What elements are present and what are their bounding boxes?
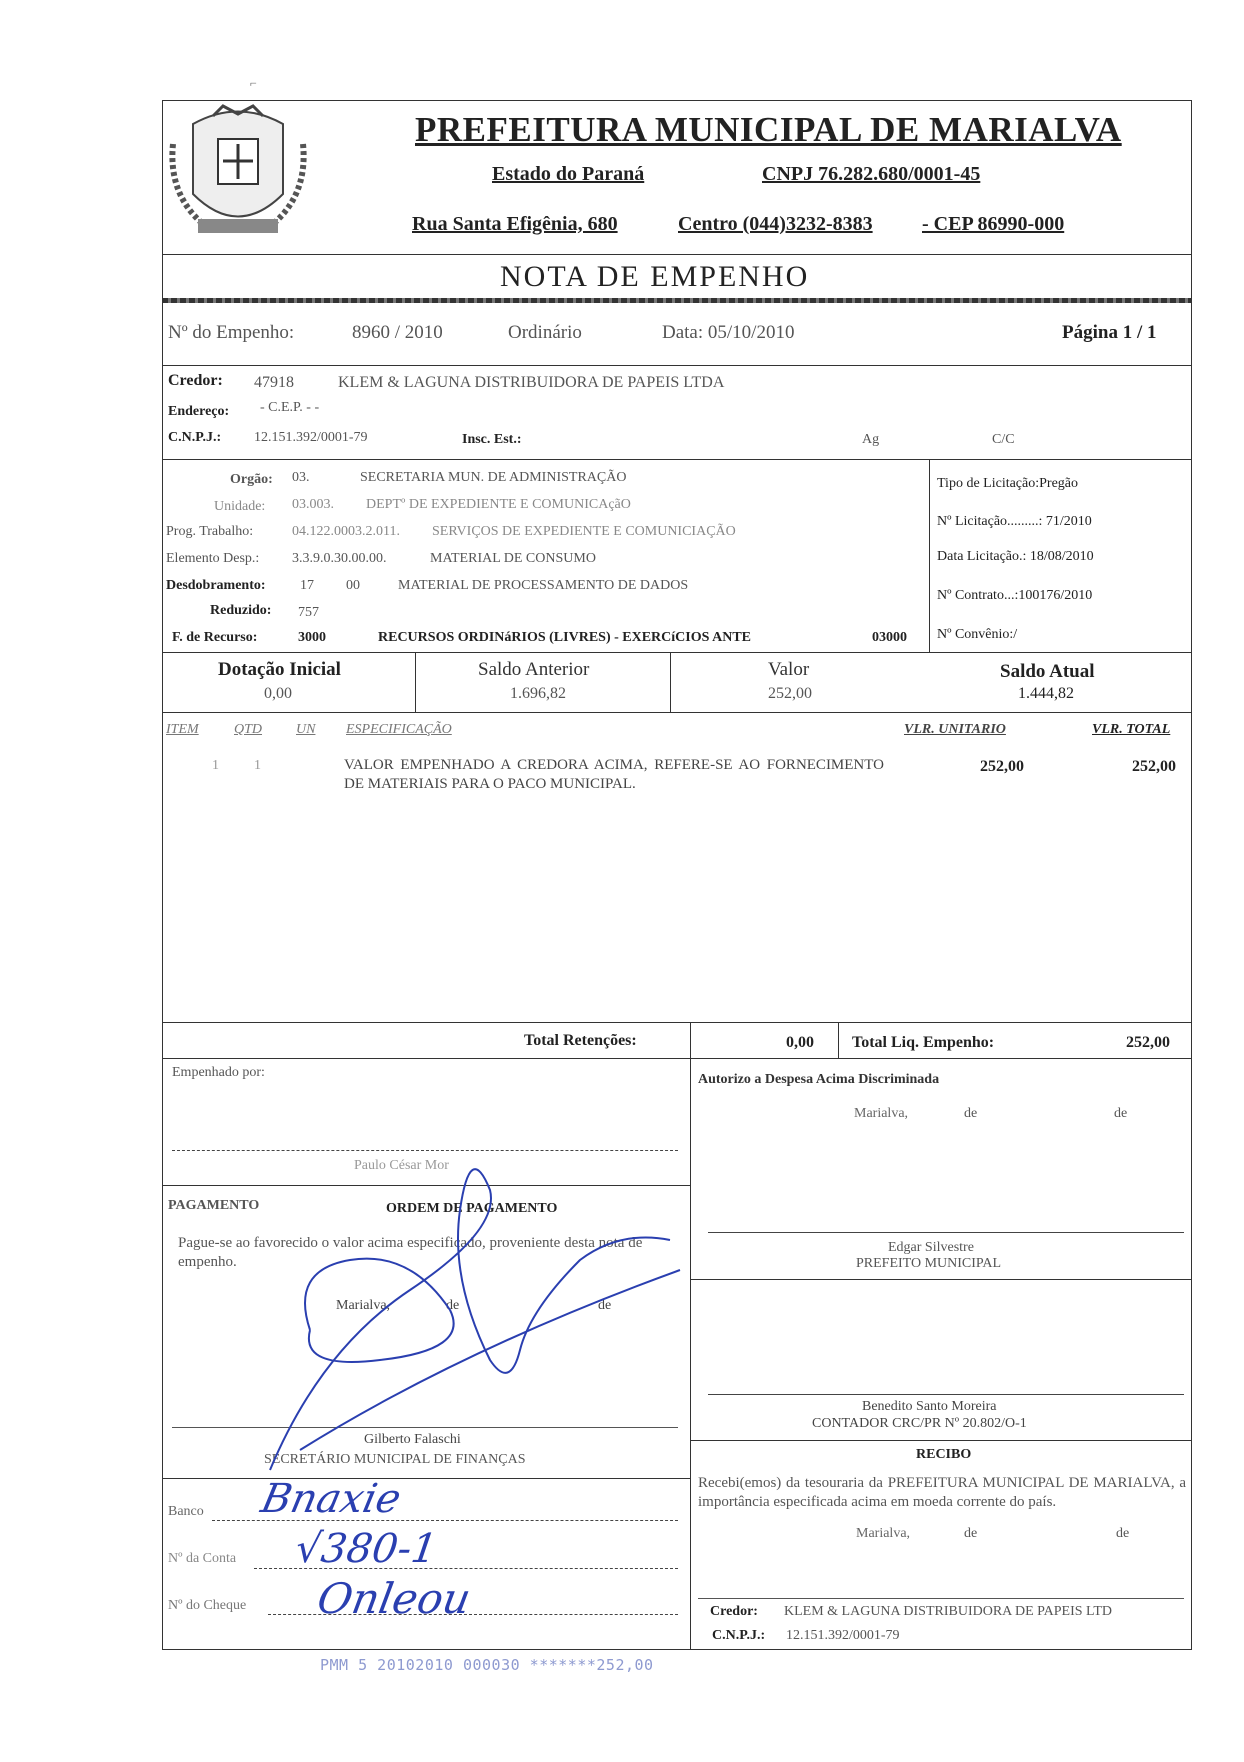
divider — [415, 652, 416, 712]
saldo-atual-value: 1.444,82 — [1018, 685, 1074, 702]
unidade-code: 03.003. — [292, 497, 334, 512]
saldo-anterior-label: Saldo Anterior — [478, 659, 590, 680]
recibo-credor-label: Credor: — [710, 1604, 758, 1619]
cheque-label: Nº do Cheque — [168, 1598, 247, 1613]
reduzido-label: Reduzido: — [210, 603, 272, 618]
pagamento-place: Marialva, — [336, 1298, 391, 1313]
banco-label: Banco — [168, 1504, 204, 1519]
recurso-code: 3000 — [298, 630, 326, 645]
header-state: Estado do Paraná — [492, 163, 645, 185]
retencoes-label: Total Retenções: — [524, 1032, 637, 1049]
autorizo-de2: de — [1114, 1106, 1128, 1121]
row-item: 1 — [212, 758, 219, 773]
page-number: Página 1 / 1 — [1062, 322, 1157, 343]
pague-text: Pague-se ao favorecido o valor acima especificado, proveniente desta nota de empenho. — [178, 1235, 643, 1270]
divider — [838, 1022, 839, 1058]
insc-label: Insc. Est.: — [462, 432, 522, 447]
signature-line — [708, 1394, 1184, 1395]
orgao-code: 03. — [292, 470, 310, 485]
doc-title: NOTA DE EMPENHO — [500, 260, 810, 293]
reduzido-value: 757 — [298, 605, 319, 620]
cnpj-label: C.N.P.J.: — [168, 430, 222, 445]
empenhado-label: Empenhado por: — [172, 1065, 265, 1080]
fin-title: SECRETÁRIO MUNICIPAL DE FINANÇAS — [264, 1452, 526, 1467]
divider — [162, 652, 1192, 653]
header-address: Rua Santa Efigênia, 680 — [412, 213, 618, 235]
recibo-label: RECIBO — [916, 1447, 972, 1462]
valor-value: 252,00 — [768, 685, 812, 702]
autorizo-place: Marialva, — [854, 1106, 909, 1121]
desdob-label: Desdobramento: — [166, 578, 266, 593]
col-total: VLR. TOTAL — [1092, 722, 1171, 737]
pagamento-de2: de — [598, 1298, 612, 1313]
licitacao-contrato: Nº Contrato...:100176/2010 — [937, 588, 1093, 603]
col-spec: ESPECIFICAÇÃO — [346, 722, 452, 737]
scan-mark: ⌐ — [250, 76, 257, 90]
empenho-date: Data: 05/10/2010 — [662, 322, 795, 343]
col-item: ITEM — [166, 722, 199, 737]
footer-stamp: PMM 5 20102010 000030 *******252,00 — [320, 1656, 654, 1674]
liq-empenho-value: 252,00 — [1126, 1034, 1170, 1051]
orgao-name: SECRETARIA MUN. DE ADMINISTRAÇÃO — [360, 470, 627, 485]
licitacao-tipo: Tipo de Licitação:Pregão — [937, 476, 1079, 491]
desdob-name: MATERIAL DE PROCESSAMENTO DE DADOS — [398, 578, 689, 593]
unidade-name: DEPTº DE EXPEDIENTE E COMUNICAçãO — [366, 497, 631, 512]
desdob-code2: 00 — [346, 578, 360, 593]
prog-code: 04.122.0003.2.011. — [292, 524, 400, 539]
row-total: 252,00 — [1132, 758, 1176, 775]
unidade-label: Unidade: — [214, 499, 266, 514]
pagamento-label: PAGAMENTO — [168, 1198, 260, 1213]
elemento-name: MATERIAL DE CONSUMO — [430, 551, 596, 566]
recibo-credor-value: KLEM & LAGUNA DISTRIBUIDORA DE PAPEIS LTD — [784, 1604, 1112, 1619]
pagamento-de1: de — [446, 1298, 460, 1313]
licitacao-data: Data Licitação.: 18/08/2010 — [937, 549, 1094, 564]
row-unit: 252,00 — [980, 758, 1024, 775]
divider-heavy — [162, 298, 1192, 303]
divider — [690, 1022, 691, 1058]
credor-code: 47918 — [254, 374, 294, 391]
credor-label: Credor: — [168, 372, 223, 389]
recibo-place: Marialva, — [856, 1526, 911, 1541]
col-un: UN — [296, 722, 316, 737]
row-qtd: 1 — [254, 758, 261, 773]
endereco-label: Endereço: — [168, 404, 230, 419]
divider — [690, 1440, 1192, 1441]
autorizo-label: Autorizo a Despesa Acima Discriminada — [698, 1072, 940, 1087]
valor-label: Valor — [768, 659, 810, 680]
col-unit: VLR. UNITARIO — [904, 722, 1006, 737]
row-spec: VALOR EMPENHADO A CREDORA ACIMA, REFERE-SE AO FORNECIMENTO DE MATERIAIS PARA O PACO MUNICIPAL. — [344, 757, 884, 792]
cnpj-value: 12.151.392/0001-79 — [254, 430, 368, 445]
recibo-de1: de — [964, 1526, 978, 1541]
saldo-anterior-value: 1.696,82 — [510, 685, 566, 702]
coat-of-arms-logo — [163, 104, 313, 244]
header-cnpj: CNPJ 76.282.680/0001-45 — [762, 163, 981, 185]
licitacao-numero: Nº Licitação.........: 71/2010 — [937, 514, 1092, 529]
elemento-code: 3.3.9.0.30.00.00. — [292, 551, 387, 566]
credor-name: KLEM & LAGUNA DISTRIBUIDORA DE PAPEIS LTDA — [338, 374, 725, 391]
dotacao-value: 0,00 — [264, 685, 292, 702]
orgao-label: Orgão: — [230, 472, 273, 487]
divider — [162, 1022, 1192, 1023]
recibo-text: Recebi(emos) da tesouraria da PREFEITURA MUNICIPAL DE MARIALVA, a importância especificada acima em moeda corrente do país. — [698, 1475, 1186, 1510]
header-title: PREFEITURA MUNICIPAL DE MARIALVA — [415, 110, 1122, 149]
prog-label: Prog. Trabalho: — [166, 524, 254, 539]
divider — [162, 254, 1192, 255]
divider — [690, 1279, 1192, 1280]
prefeito-name: Edgar Silvestre — [888, 1240, 974, 1255]
recibo-cnpj-label: C.N.P.J.: — [712, 1628, 766, 1643]
handwritten-conta: √380-1 — [292, 1526, 441, 1572]
divider — [162, 1058, 1192, 1059]
empenhado-name: Paulo César Mor — [354, 1158, 449, 1173]
ag-label: Ag — [862, 432, 880, 447]
signature-scribble — [260, 1150, 700, 1490]
retencoes-value: 0,00 — [786, 1034, 814, 1051]
dotacao-label: Dotação Inicial — [218, 659, 341, 680]
endereco-value: - C.E.P. - - — [260, 400, 320, 415]
ordem-pagamento-label: ORDEM DE PAGAMENTO — [386, 1201, 558, 1216]
handwritten-banco: Bnaxie — [257, 1476, 405, 1522]
saldo-atual-label: Saldo Atual — [1000, 661, 1095, 682]
empenho-num-label: Nº do Empenho: — [168, 322, 295, 343]
recurso-name: RECURSOS ORDINáRIOS (LIVRES) - EXERCíCIOS ANTE — [378, 630, 752, 645]
prog-name: SERVIÇOS DE EXPEDIENTE E COMUNICIAÇÃO — [432, 524, 736, 539]
licitacao-convenio: Nº Convênio:/ — [937, 627, 1018, 642]
recurso-code2: 03000 — [872, 630, 907, 645]
liq-empenho-label: Total Liq. Empenho: — [852, 1034, 995, 1051]
handwritten-cheque: Onleou — [313, 1574, 475, 1623]
divider — [929, 459, 930, 652]
autorizo-de1: de — [964, 1106, 978, 1121]
contador-name: Benedito Santo Moreira — [862, 1399, 997, 1414]
divider — [162, 459, 1192, 460]
recibo-cnpj-value: 12.151.392/0001-79 — [786, 1628, 900, 1643]
contador-title: CONTADOR CRC/PR Nº 20.802/O-1 — [812, 1416, 1027, 1431]
empenho-type: Ordinário — [508, 322, 582, 343]
cc-label: C/C — [992, 432, 1015, 447]
signature-line — [698, 1598, 1184, 1599]
prefeito-title: PREFEITO MUNICIPAL — [856, 1256, 1002, 1271]
header-phone: Centro (044)3232-8383 — [678, 213, 873, 235]
signature-line — [708, 1232, 1184, 1233]
recurso-label: F. de Recurso: — [172, 630, 258, 645]
col-qtd: QTD — [234, 722, 263, 737]
elemento-label: Elemento Desp.: — [166, 551, 260, 566]
divider — [670, 652, 671, 712]
empenho-num-value: 8960 / 2010 — [352, 322, 443, 343]
recibo-de2: de — [1116, 1526, 1130, 1541]
header-cep: - CEP 86990-000 — [922, 213, 1065, 235]
conta-label: Nº da Conta — [168, 1551, 237, 1566]
fin-name: Gilberto Falaschi — [364, 1432, 461, 1447]
divider — [162, 365, 1192, 366]
divider — [162, 712, 1192, 713]
desdob-code1: 17 — [300, 578, 314, 593]
